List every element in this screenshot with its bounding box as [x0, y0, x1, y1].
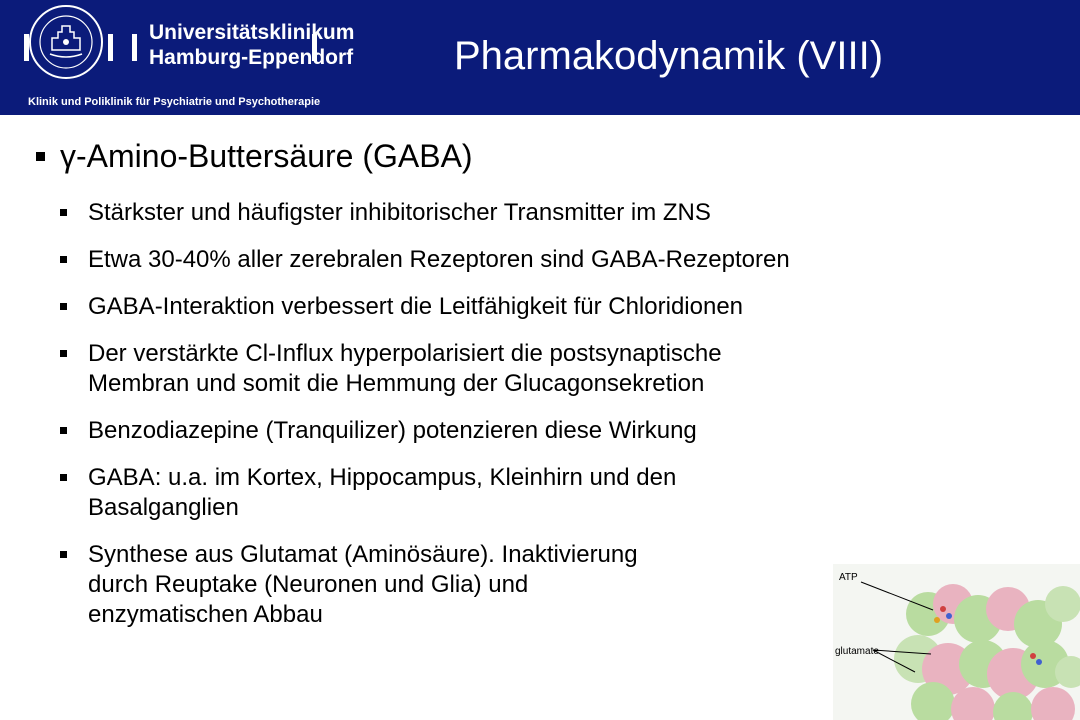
atp-label: ATP: [839, 572, 858, 583]
square-bullet-icon: [60, 350, 67, 357]
sub-bullet-line: Stärkster und häufigster inhibitorischer Transmitter im ZNS: [88, 199, 711, 226]
square-bullet-icon: [60, 551, 67, 558]
clinic-name: Klinik und Poliklinik für Psychiatrie und Psychotherapie: [28, 96, 321, 108]
logo-bar-left-1: [24, 34, 29, 61]
main-bullet-text: γ-Amino-Buttersäure (GABA): [60, 138, 473, 174]
university-seal-icon: [28, 4, 104, 80]
sub-bullet: [60, 198, 1060, 228]
sub-bullet-line: Basalganglien: [88, 494, 239, 521]
sub-bullet-line: GABA-Interaktion verbessert die Leitfähigkeit für Chloridionen: [88, 293, 744, 320]
sub-bullet: [60, 416, 1060, 446]
sub-bullet-line: Benzodiazepine (Tranquilizer) potenzieren diese Wirkung: [88, 417, 697, 444]
square-bullet-icon: [60, 209, 67, 216]
receptor-protein-icon: [894, 584, 1080, 720]
sub-bullet: [60, 292, 1060, 322]
sub-bullet-line: GABA: u.a. im Kortex, Hippocampus, Kleinhirn und den: [88, 464, 677, 491]
square-bullet-icon: [60, 303, 67, 310]
university-name-line1: Universitätsklinikum: [149, 21, 355, 44]
sub-bullet-line: Membran und somit die Hemmung der Glucagonsekretion: [88, 370, 705, 397]
square-bullet-icon: [36, 152, 45, 161]
glutamate-label: glutamate: [835, 646, 879, 657]
sub-bullet-line: Der verstärkte Cl-Influx hyperpolarisiert die postsynaptische: [88, 340, 722, 367]
sub-bullet-line: durch Reuptake (Neuronen und Glia) und: [88, 571, 529, 598]
sub-bullet: [60, 245, 1060, 275]
sub-bullet-line: Etwa 30-40% aller zerebralen Rezeptoren sind GABA-Rezeptoren: [88, 246, 790, 273]
logo-bar-left-2: [108, 34, 113, 61]
slide-title: Pharmakodynamik (VIII): [454, 34, 884, 78]
gaba-receptor-illustration: [833, 564, 1080, 720]
header-bar: [0, 0, 1080, 115]
sub-bullet: [60, 463, 1060, 523]
sub-bullet: [60, 339, 1060, 399]
square-bullet-icon: [60, 474, 67, 481]
logo-bar-left-3: [132, 34, 137, 61]
sub-bullet-line: enzymatischen Abbau: [88, 601, 323, 628]
square-bullet-icon: [60, 256, 67, 263]
square-bullet-icon: [60, 427, 67, 434]
university-name-line2: Hamburg-Eppendorf: [149, 46, 354, 69]
sub-bullet-line: Synthese aus Glutamat (Aminösäure). Inaktivierung: [88, 541, 638, 568]
university-name: [149, 20, 354, 70]
